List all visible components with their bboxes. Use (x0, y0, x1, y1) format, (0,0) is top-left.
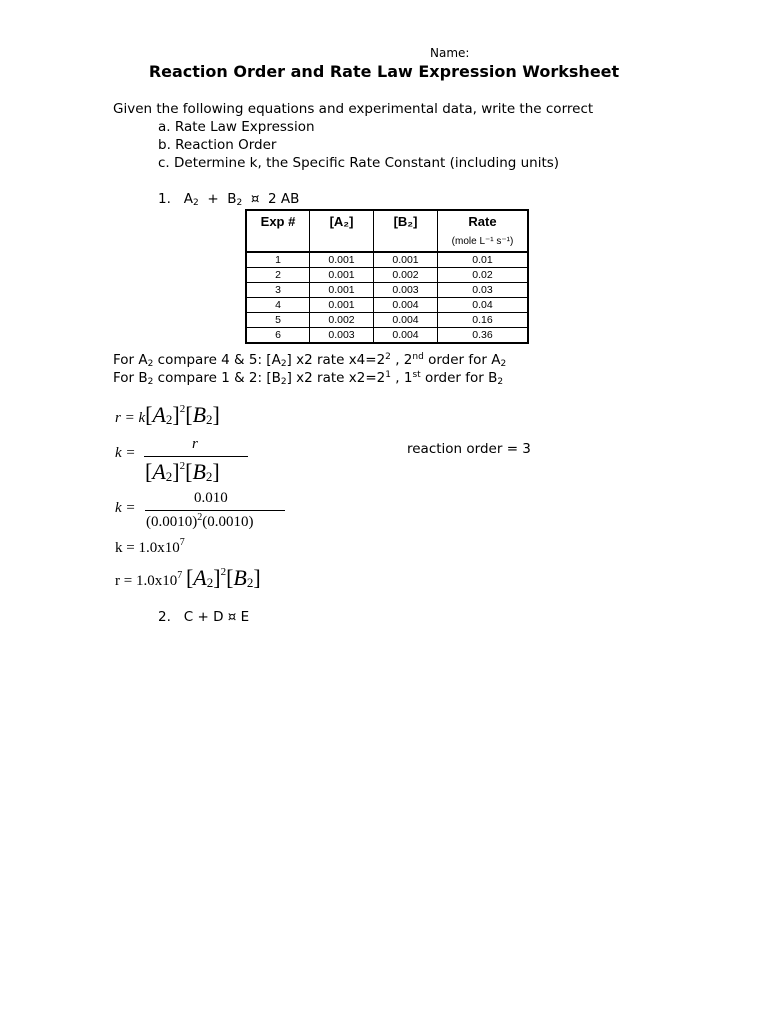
table-cell: 0.001 (374, 252, 438, 268)
experiment-data-table (245, 209, 529, 344)
table-header: [B₂] (374, 210, 438, 231)
table-cell: 5 (246, 313, 310, 328)
subscript: 2 (236, 198, 243, 208)
instruction-item-b: b. Reaction Order (158, 137, 277, 153)
table-cell: 0.003 (310, 328, 374, 344)
instruction-item-c: c. Determine k, the Specific Rate Constant (including units) (158, 155, 560, 171)
table-cell: 0.004 (374, 328, 438, 344)
table-cell: 0.16 (438, 313, 529, 328)
table-header: [A₂] (310, 210, 374, 231)
fraction-line (144, 456, 248, 457)
reaction-order: reaction order = 3 (407, 441, 531, 457)
table-cell: 0.03 (438, 283, 529, 298)
table-row (246, 298, 528, 313)
table-row (246, 283, 528, 298)
table-row (246, 252, 528, 268)
fraction-line (145, 510, 285, 511)
compare-a-line: For $A_2$ compare 4 & 5: $[A_2]$ x2 rate $x4=2^2$ , 2nd order for $A_2$ (113, 352, 507, 369)
k-equation-label: k = (115, 445, 136, 461)
table-cell: 0.04 (438, 298, 529, 313)
table-cell: 0.001 (310, 268, 374, 283)
problem-2-equation (158, 609, 249, 625)
table-row (246, 328, 528, 344)
table-cell: 0.004 (374, 313, 438, 328)
product: 2 AB (268, 191, 300, 207)
name-label: Name: (430, 46, 470, 60)
instructions-intro: Given the following equations and experimental data, write the correct (113, 101, 594, 117)
table-row (246, 313, 528, 328)
reaction-arrow-icon: ¤ (250, 191, 260, 207)
table-cell: 0.001 (310, 283, 374, 298)
problem-number: 2. (158, 609, 171, 625)
table-cell: 0.001 (310, 298, 374, 313)
final-rate-law: $r = 1.0x10^7$ $[A_2]^2[B_2]$ (115, 565, 261, 590)
k-substitution-label: k = (115, 500, 136, 516)
table-cell: 0.003 (374, 283, 438, 298)
table-cell: 2 (246, 268, 310, 283)
instruction-item-a: a. Rate Law Expression (158, 119, 315, 135)
table-cell: 0.36 (438, 328, 529, 344)
k-value: $k = 1.0x10^7$ (115, 537, 185, 556)
k-substitution-numerator: 0.010 (194, 490, 228, 506)
reactant-b: B (227, 191, 237, 207)
table-cell: 0.01 (438, 252, 529, 268)
page-title: Reaction Order and Rate Law Expression Worksheet (148, 62, 620, 81)
k-substitution-denominator: $(0.0010)^2(0.0010)$ (146, 512, 254, 530)
table-cell: 6 (246, 328, 310, 344)
k-equation-numerator: r (192, 436, 198, 452)
table-cell: 1 (246, 252, 310, 268)
k-equation-denominator: $[A_2]^2[B_2]$ (145, 459, 220, 484)
reactant-a: A (183, 191, 194, 207)
table-cell: 0.001 (310, 252, 374, 268)
rate-units: (mole L⁻¹ s⁻¹) (438, 231, 529, 252)
subscript: 2 (193, 198, 199, 208)
table-cell: 3 (246, 283, 310, 298)
problem-2-reaction: C + D ¤ E (183, 609, 250, 625)
table-header: Exp # (260, 213, 296, 229)
table-cell: 0.02 (438, 268, 529, 283)
table-cell: 0.002 (374, 268, 438, 283)
table-cell: 0.004 (374, 298, 438, 313)
compare-b-line: For $B_2$ compare 1 & 2: $[B_2]$ x2 rate $x2=2^1$ , 1st order for $B_2$ (113, 370, 504, 387)
table-cell: 0.002 (310, 313, 374, 328)
rate-law-equation: $r = k[A_2]^2[B_2]$ (115, 402, 220, 427)
problem-1-equation: 1. $A_2 + B_2$ ¤ 2 AB (158, 191, 300, 208)
table-header: Rate (438, 210, 529, 231)
table-cell: 4 (246, 298, 310, 313)
problem-number: 1. (158, 191, 171, 207)
table-row (246, 268, 528, 283)
